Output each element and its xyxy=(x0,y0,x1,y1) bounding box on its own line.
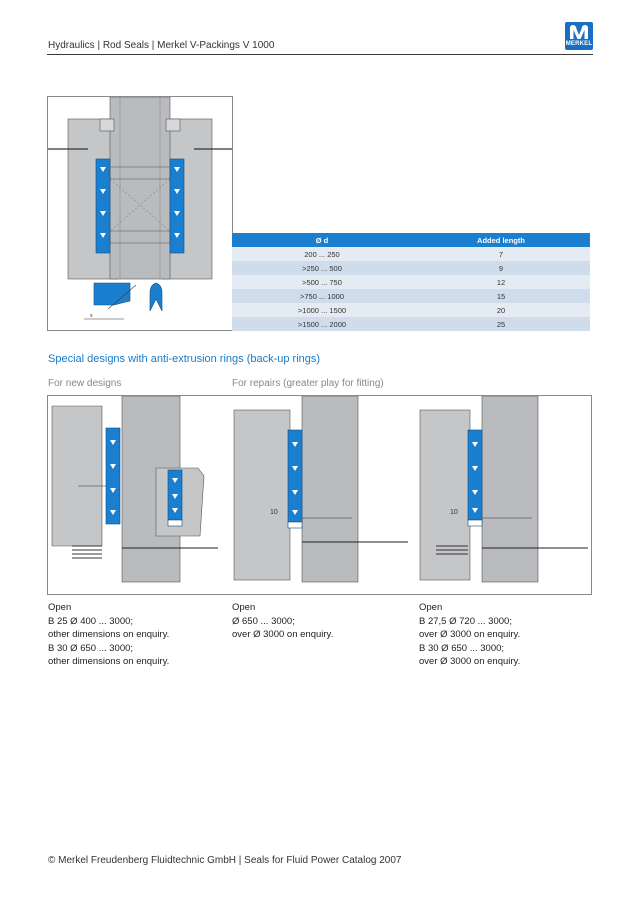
caption-line: over Ø 3000 on enquiry. xyxy=(232,629,334,641)
dim-10-label: 10 xyxy=(450,509,458,516)
table-row xyxy=(232,247,590,261)
caption-line: Ø 650 ... 3000; xyxy=(232,615,295,627)
logo-wordmark: MERKEL xyxy=(565,41,593,47)
caption-line: Open xyxy=(232,602,256,613)
header-divider xyxy=(47,54,593,55)
back-up-ring-cross-sections xyxy=(48,396,591,594)
table-cell: 9 xyxy=(412,261,590,275)
added-length-table xyxy=(232,233,590,331)
table-cell: >250 ... 500 xyxy=(232,261,412,275)
caption-line: other dimensions on enquiry. xyxy=(48,656,170,668)
table-row xyxy=(232,275,590,289)
table-cell: 20 xyxy=(412,303,590,317)
special-designs-figure xyxy=(47,395,592,595)
caption-line: B 27,5 Ø 720 ... 3000; xyxy=(419,615,512,627)
repair-design-section-2 xyxy=(420,396,588,582)
table-cell: 7 xyxy=(412,247,590,261)
caption-line: Open xyxy=(419,602,443,613)
caption-line: B 25 Ø 400 ... 3000; xyxy=(48,615,134,627)
table-header-diameter: Ø d xyxy=(232,233,412,247)
table-row xyxy=(232,303,590,317)
new-designs-label: For new designs xyxy=(48,378,122,389)
table-header-row xyxy=(232,233,590,247)
caption-line: B 30 Ø 650 ... 3000; xyxy=(419,642,505,654)
caption-repairs-2 xyxy=(419,601,594,669)
caption-repairs-1 xyxy=(232,601,412,642)
table-row xyxy=(232,261,590,275)
table-header-added-length: Added length xyxy=(412,233,590,247)
table-cell: 200 ... 250 xyxy=(232,247,412,261)
new-design-section xyxy=(52,396,218,582)
dim-10-label: 10 xyxy=(270,509,278,516)
table-cell: 25 xyxy=(412,317,590,331)
merkel-logo xyxy=(565,22,593,50)
table-cell: >750 ... 1000 xyxy=(232,289,412,303)
caption-new-designs xyxy=(48,601,223,669)
caption-line: B 30 Ø 650 ... 3000; xyxy=(48,642,134,654)
caption-line: over Ø 3000 on enquiry. xyxy=(419,656,521,668)
caption-line: other dimensions on enquiry. xyxy=(48,629,170,641)
dim-s-label: s xyxy=(90,313,93,319)
merkel-m-icon xyxy=(568,24,590,40)
caption-line: Open xyxy=(48,602,72,613)
table-row xyxy=(232,289,590,303)
repairs-label: For repairs (greater play for fitting) xyxy=(232,378,384,389)
table-cell: >500 ... 750 xyxy=(232,275,412,289)
caption-line: over Ø 3000 on enquiry. xyxy=(419,629,521,641)
table-cell: 15 xyxy=(412,289,590,303)
v-packing-cross-section xyxy=(48,97,232,330)
special-designs-heading: Special designs with anti-extrusion rings (back-up rings) xyxy=(48,353,321,365)
table-cell: >1500 ... 2000 xyxy=(232,317,412,331)
table-cell: 12 xyxy=(412,275,590,289)
table-row xyxy=(232,317,590,331)
page-header-breadcrumb: Hydraulics | Rod Seals | Merkel V-Packings V 1000 xyxy=(48,40,275,51)
page-footer: © Merkel Freudenberg Fluidtechnic GmbH | Seals for Fluid Power Catalog 2007 xyxy=(48,855,402,866)
repair-design-section-1 xyxy=(234,396,408,582)
table-cell: >1000 ... 1500 xyxy=(232,303,412,317)
v-packing-installation-figure xyxy=(47,96,233,331)
